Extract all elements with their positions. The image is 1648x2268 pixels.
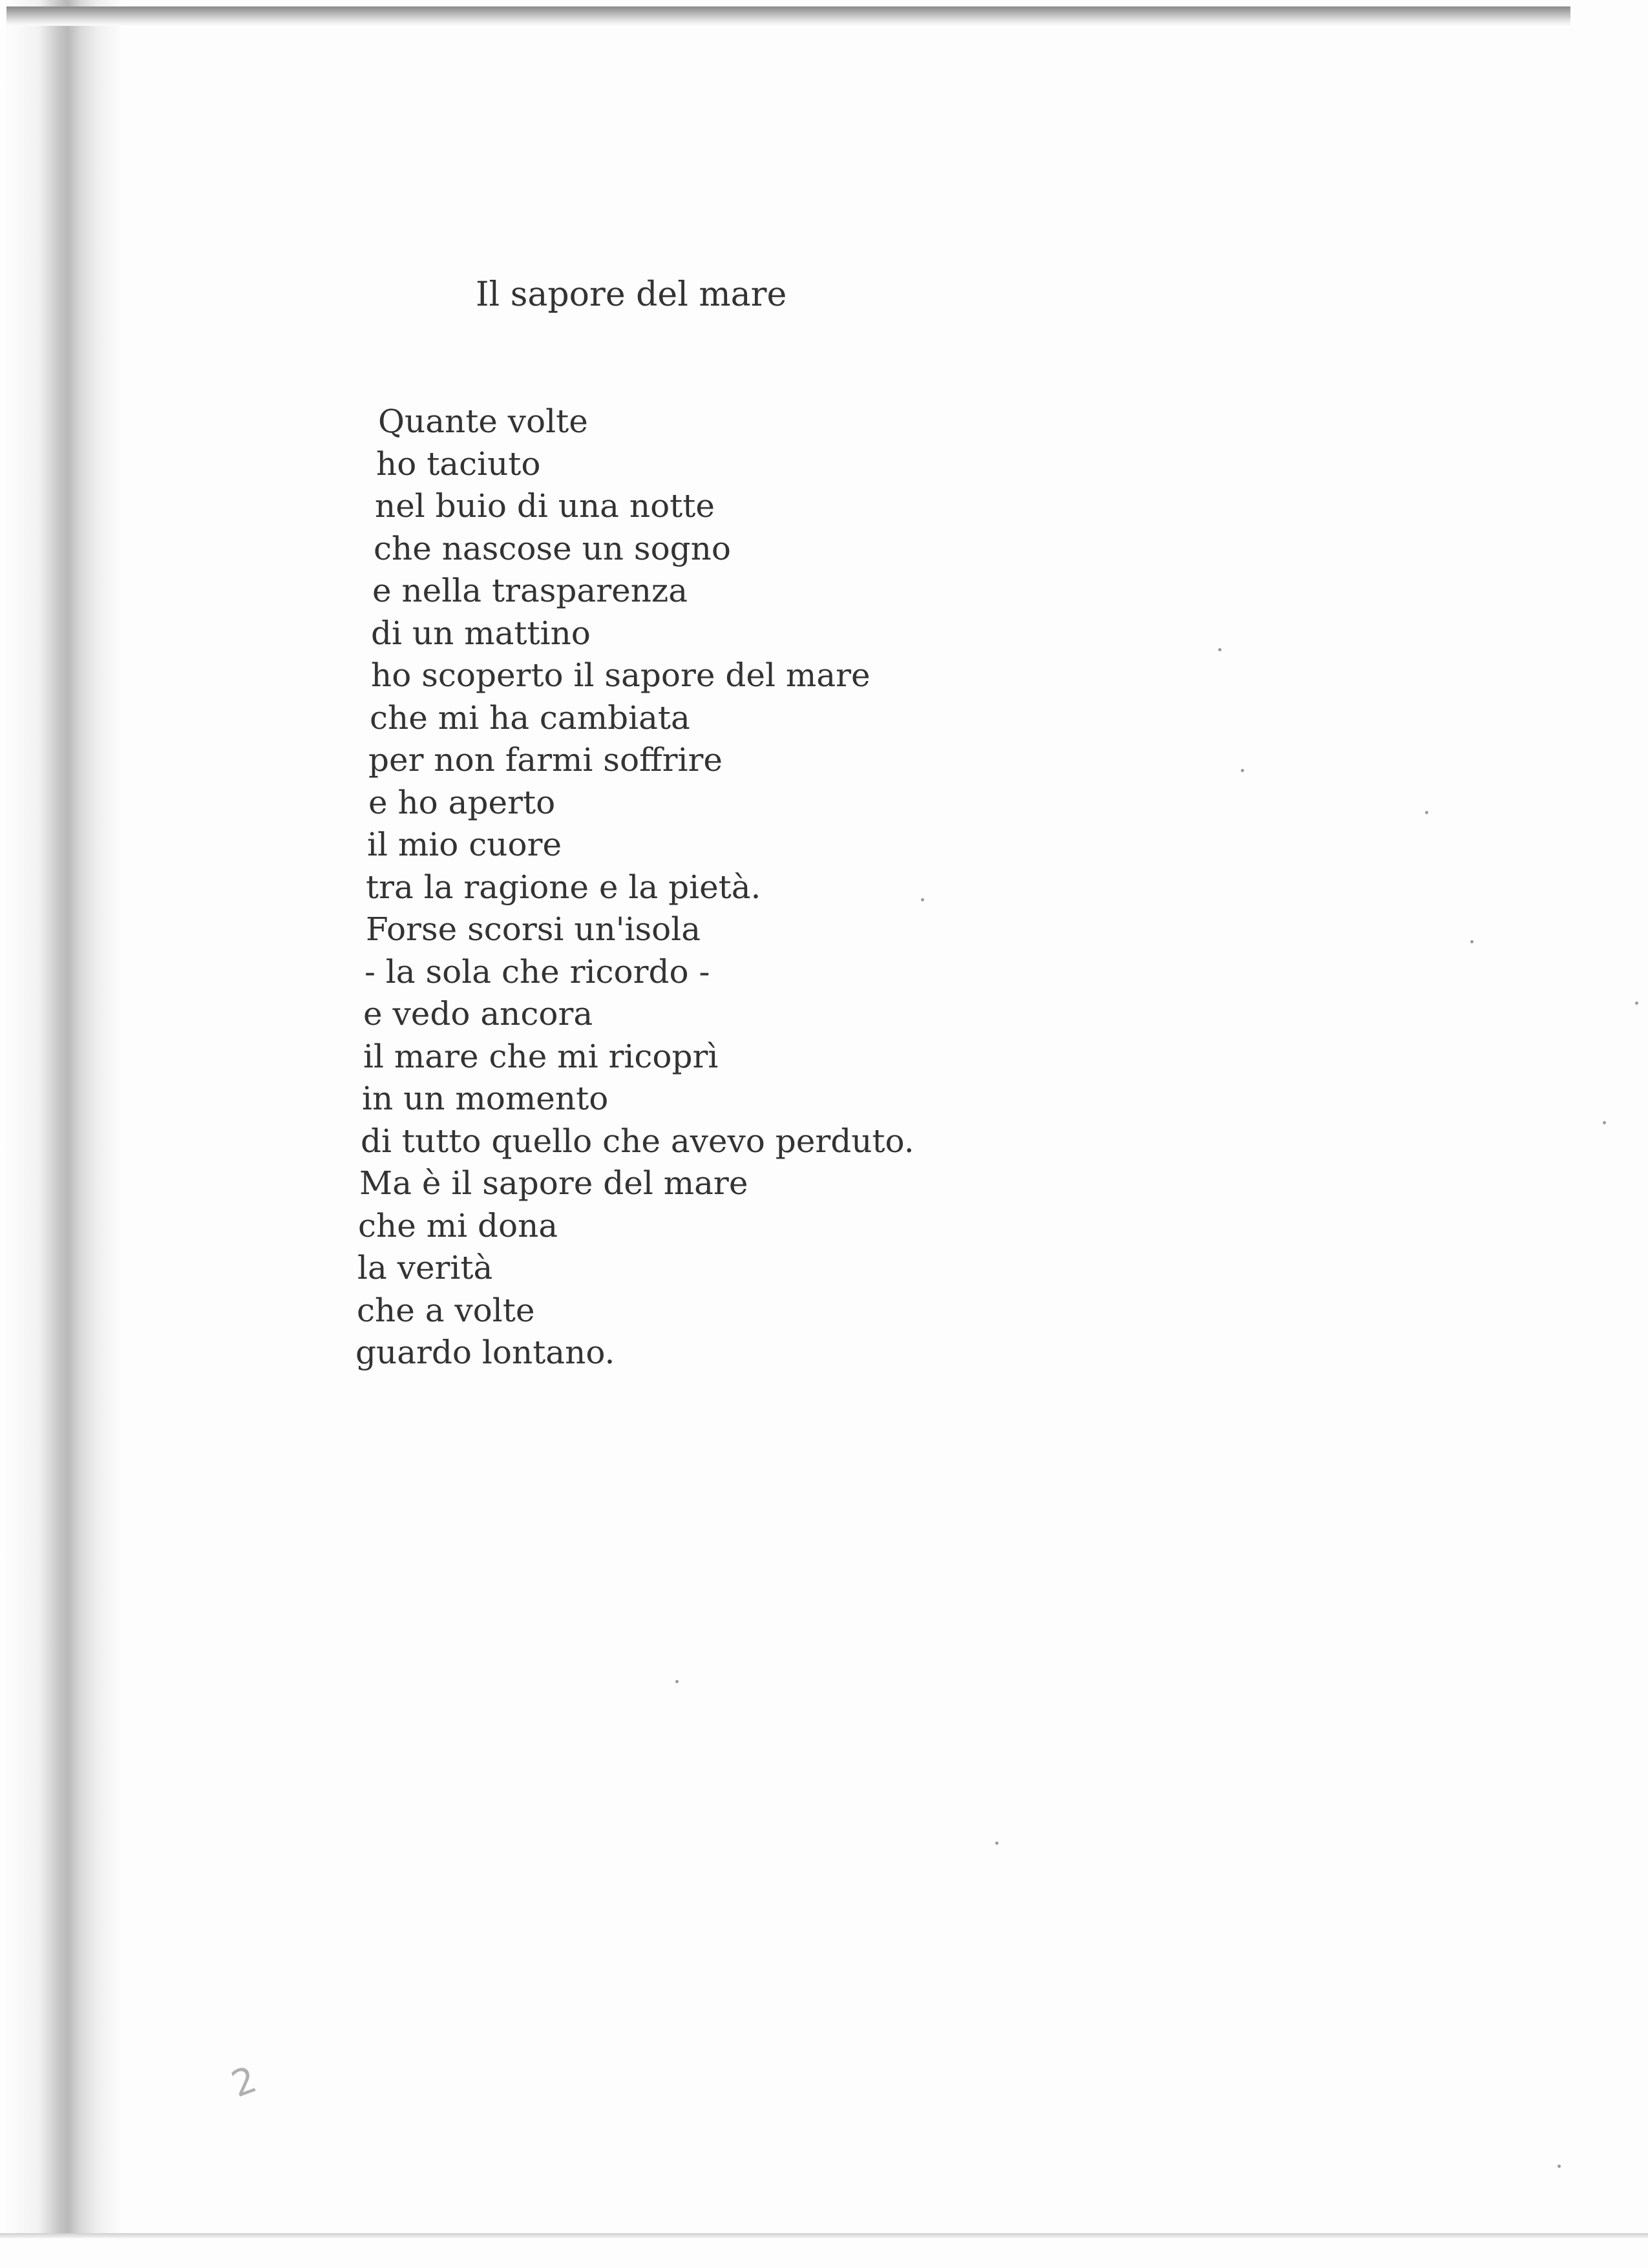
verse-line: Quante volte (378, 403, 588, 440)
top-page-edge (6, 6, 1570, 26)
scan-speck (1603, 1121, 1606, 1124)
verse-line: che mi ha cambiata (370, 698, 690, 737)
verse-line: e vedo ancora (363, 995, 593, 1033)
verse-line: e ho aperto (368, 783, 556, 821)
verse-line: Ma è il sapore del mare (359, 1164, 748, 1202)
scan-speck (1241, 769, 1244, 772)
poem-body (355, 401, 914, 1374)
scan-speck (1470, 940, 1474, 943)
bottom-page-edge (0, 2233, 1648, 2238)
verse-line: di un mattino (371, 614, 591, 652)
scan-speck (675, 1680, 679, 1683)
verse-line: - la sola che ricordo - (364, 952, 710, 991)
verse-line: che a volte (357, 1291, 535, 1329)
verse-line: nel buio di una notte (375, 487, 715, 525)
scan-speck (921, 898, 924, 901)
scan-speck (1218, 648, 1221, 651)
scan-speck (1635, 1002, 1638, 1005)
verse-line: ho taciuto (376, 445, 541, 483)
scan-speck (995, 1842, 998, 1845)
verse-line: di tutto quello che avevo perduto. (361, 1122, 914, 1160)
verse-line: il mare che mi ricoprì (363, 1037, 719, 1075)
verse-line: che mi dona (358, 1206, 558, 1244)
verse-line: la verità (357, 1249, 493, 1286)
scan-speck (1425, 811, 1428, 814)
binding-shadow (0, 0, 123, 2236)
verse-line: tra la ragione e la pietà. (366, 868, 761, 906)
verse-line: in un momento (362, 1080, 609, 1117)
poem-title: Il sapore del mare (476, 275, 787, 314)
verse-line: per non farmi soffrire (368, 741, 723, 779)
verse-line: ho scoperto il sapore del mare (371, 656, 871, 694)
verse-line: guardo lontano. (355, 1334, 615, 1371)
verse-line: Forse scorsi un'isola (366, 910, 701, 948)
verse-line: che nascose un sogno (374, 529, 731, 567)
handwritten-page-number: 2 (226, 2058, 262, 2106)
verse-line: il mio cuore (367, 826, 562, 863)
scan-speck (1558, 2165, 1561, 2168)
verse-line: e nella trasparenza (372, 572, 688, 609)
